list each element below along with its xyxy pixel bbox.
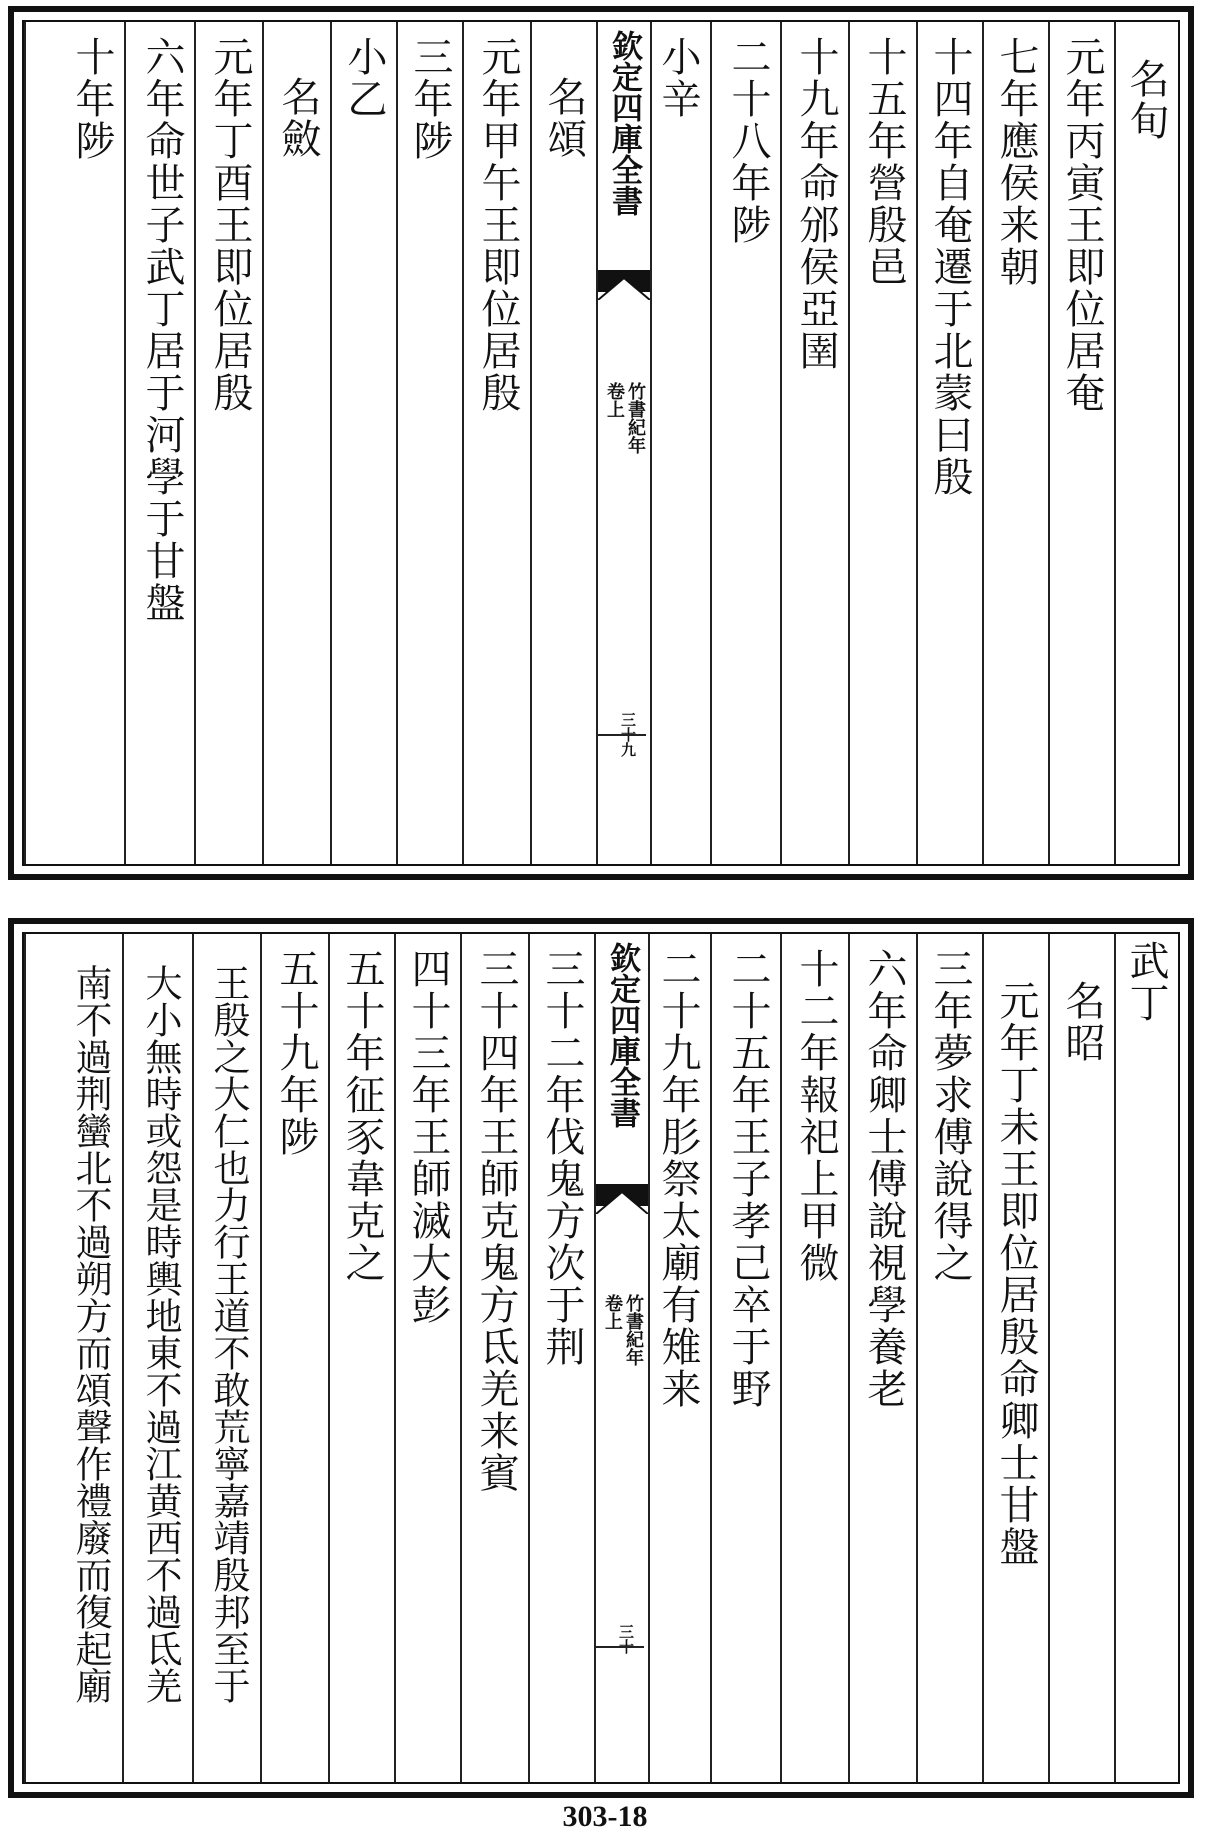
column: 名頌 — [530, 22, 596, 864]
column: 十九年命邠侯亞圉 — [780, 22, 848, 864]
folio-number: 三十九 — [619, 712, 637, 757]
lower-page-frame — [22, 932, 1180, 1784]
column: 二十九年肜祭太廟有雉来 — [648, 934, 710, 1782]
column: 七年應侯来朝 — [982, 22, 1048, 864]
folio-rule — [596, 1646, 644, 1648]
column: 六年命卿士傅說視學養老 — [848, 934, 916, 1782]
column: 武丁 — [1114, 934, 1178, 1782]
volume-label: 卷上 — [604, 382, 625, 418]
column: 十四年自奄遷于北蒙曰殷 — [916, 22, 982, 864]
column: 名昭 — [1048, 934, 1114, 1782]
folio-rule — [598, 734, 646, 736]
column: 大小無時或怨是時輿地東不過江黄西不過氐羌 — [122, 934, 192, 1782]
column: 元年甲午王即位居殷 — [462, 22, 530, 864]
book-title: 欽定四庫全書 — [604, 942, 640, 1128]
lower-page — [8, 918, 1194, 1798]
column: 二十八年陟 — [710, 22, 780, 864]
column: 五十九年陟 — [260, 934, 328, 1782]
column: 元年丁酉王即位居殷 — [194, 22, 262, 864]
column: 三十二年伐鬼方次于荆 — [528, 934, 594, 1782]
column: 小辛 — [650, 22, 710, 864]
column: 四十三年王師滅大彭 — [394, 934, 460, 1782]
column: 二十五年王子孝己卒于野 — [710, 934, 780, 1782]
work-title: 竹書紀年 — [625, 382, 646, 454]
column: 六年命世子武丁居于河學于甘盤 — [124, 22, 194, 864]
center-fold — [596, 22, 650, 864]
column: 十五年營殷邑 — [848, 22, 916, 864]
book-title: 欽定四庫全書 — [606, 30, 642, 216]
chapter-label — [602, 1294, 644, 1366]
folio-number: 三十 — [617, 1624, 635, 1654]
column: 名旬 — [1114, 22, 1178, 864]
page-number: 303-18 — [562, 1800, 648, 1833]
fish-tail-icon — [596, 1184, 648, 1214]
column: 三年夢求傅說得之 — [916, 934, 982, 1782]
column: 十二年報祀上甲微 — [780, 934, 848, 1782]
column: 三十四年王師克鬼方氐羌来賓 — [460, 934, 528, 1782]
chapter-label — [604, 382, 646, 454]
column: 元年丁未王即位居殷命卿士甘盤 — [982, 934, 1048, 1782]
column: 五十年征豕韋克之 — [328, 934, 394, 1782]
column: 王殷之大仁也力行王道不敢荒寧嘉靖殷邦至于 — [192, 934, 260, 1782]
upper-page — [8, 6, 1194, 880]
upper-page-frame — [22, 20, 1180, 866]
fish-tail-icon — [598, 270, 650, 300]
column: 元年丙寅王即位居奄 — [1048, 22, 1114, 864]
work-title: 竹書紀年 — [623, 1294, 644, 1366]
column: 小乙 — [330, 22, 396, 864]
column: 南不過荆蠻北不過朔方而頌聲作禮廢而復起廟 — [24, 934, 122, 1782]
volume-label: 卷上 — [602, 1294, 623, 1330]
column: 十年陟 — [24, 22, 124, 864]
center-fold — [594, 934, 648, 1782]
column: 三年陟 — [396, 22, 462, 864]
column: 名斂 — [262, 22, 330, 864]
